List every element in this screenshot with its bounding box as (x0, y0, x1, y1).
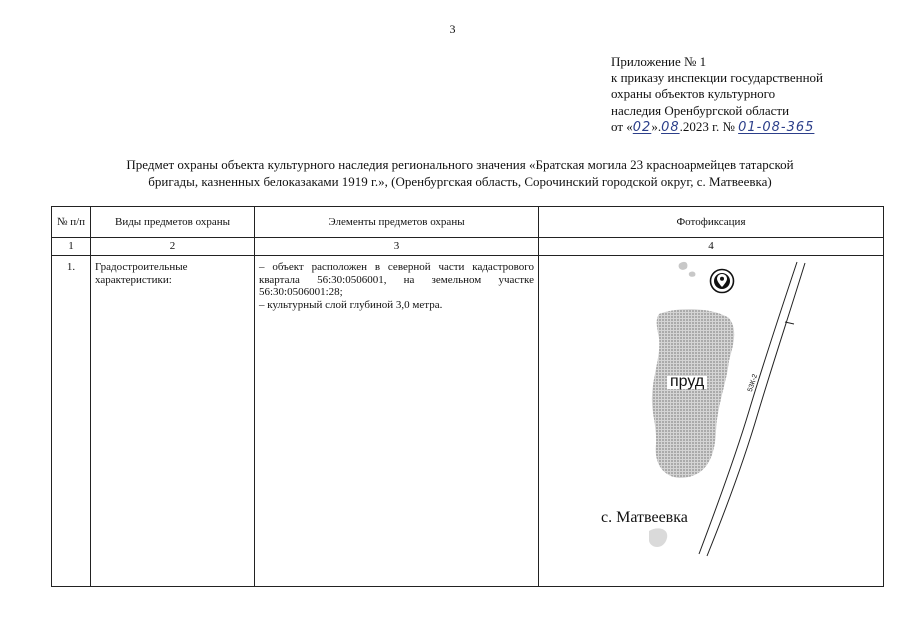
table-column-numbers-row (52, 238, 884, 256)
column-number-1: 1 (52, 238, 91, 256)
table-row (52, 256, 884, 587)
location-map (539, 256, 883, 586)
title-line-1: Предмет охраны объекта культурного наследия регионального значения «Братская могила 23 красноармейцев татарской (126, 157, 794, 172)
road-line-right (707, 263, 805, 556)
photo-fixation-cell (539, 256, 884, 587)
appendix-date-line (611, 119, 901, 136)
document-title (30, 157, 890, 190)
header-photo: Фотофиксация (539, 207, 884, 238)
appendix-block (611, 54, 901, 136)
date-prefix: от « (611, 118, 633, 134)
map-drawing (539, 256, 884, 587)
row-elements (255, 256, 539, 587)
date-mid: ». (651, 118, 662, 134)
date-month-handwritten: 08 (661, 119, 680, 135)
element-cultural-layer: – культурный слой глубиной 3,0 метра. (259, 298, 443, 311)
page-number: 3 (449, 22, 456, 36)
date-day-handwritten: 02 (632, 119, 652, 135)
protection-subject-table (51, 206, 884, 587)
road-code-label: 53К-2 (746, 373, 760, 393)
column-number-2: 2 (91, 238, 255, 256)
appendix-line-3: охраны объектов культурного (611, 86, 776, 102)
appendix-title: Приложение № 1 (611, 54, 707, 69)
village-label: с. Матвеевка (601, 509, 688, 526)
row-number: 1. (52, 256, 91, 587)
header-types: Виды предметов охраны (91, 207, 255, 238)
appendix-line-2: к приказу инспекции государственной (611, 70, 823, 86)
date-year: .2023 г. № (679, 118, 735, 134)
row-type: Градостроительные характеристики: (91, 256, 255, 587)
location-pin-icon (709, 268, 735, 294)
header-elements: Элементы предметов охраны (255, 207, 539, 238)
order-number-handwritten: 01-08-365 (738, 119, 815, 135)
table-header-row (52, 207, 884, 238)
column-number-4: 4 (539, 238, 884, 256)
element-location: – объект расположен в северной части кадастрового квартала 56:30:0506001, на земельном участке 56:30:0506001:28; (259, 261, 534, 298)
village-noise (649, 528, 667, 547)
header-number: № п/п (52, 207, 91, 238)
title-line-2: бригады, казненных белоказаками 1919 г.», (Оренбургская область, Сорочинский городской округ, с. Матвеевка) (148, 173, 772, 189)
pond-noise (679, 262, 696, 277)
pond-shape (652, 309, 734, 478)
column-number-3: 3 (255, 238, 539, 256)
appendix-line-4: наследия Оренбургской области (611, 102, 790, 118)
pond-label: пруд (667, 376, 707, 389)
